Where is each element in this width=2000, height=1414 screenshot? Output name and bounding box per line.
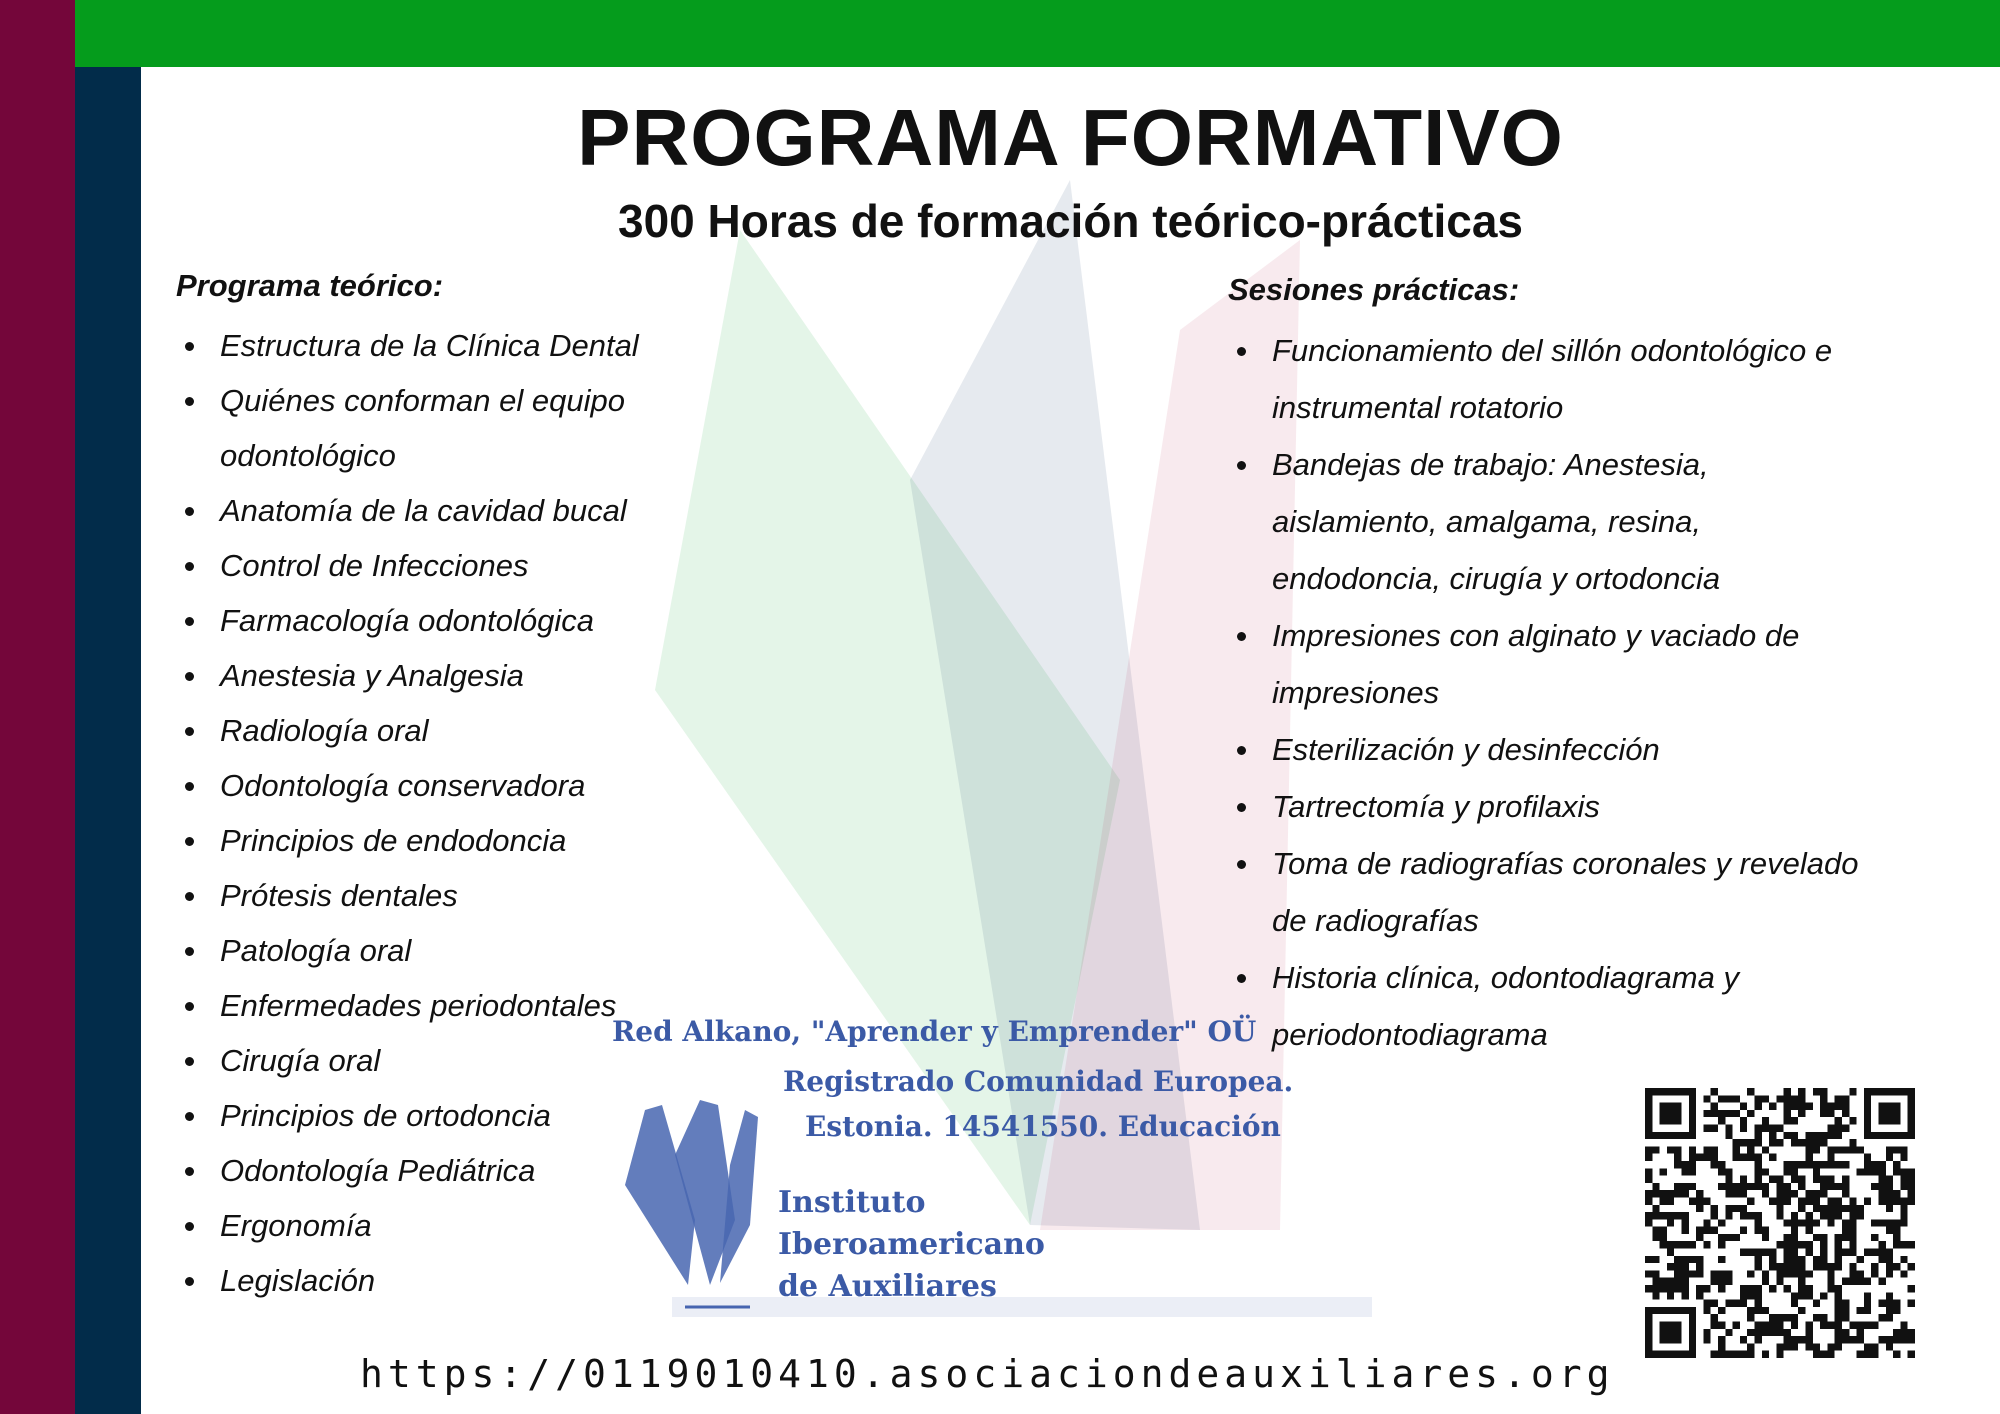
qr-code-icon[interactable] — [1645, 1088, 1915, 1358]
list-item: Quiénes conforman el equipo odontológico — [176, 373, 736, 483]
list-item: Enfermedades periodontales — [176, 978, 736, 1033]
list-item: Prótesis dentales — [176, 868, 736, 923]
stamp-name-2: Iberoamericano — [778, 1227, 1045, 1262]
stamp-line-1: Red Alkano, "Aprender y Emprender" OÜ — [612, 1015, 1257, 1048]
list-item: Radiología oral — [176, 703, 736, 758]
website-url[interactable]: https://0119010410.asociaciondeauxiliares.org — [360, 1352, 1615, 1396]
list-item: Farmacología odontológica — [176, 593, 736, 648]
list-item: Odontología Pediátrica — [176, 1143, 736, 1198]
list-item: Esterilización y desinfección — [1228, 721, 1868, 778]
list-item: Odontología conservadora — [176, 758, 736, 813]
list-item: Anestesia y Analgesia — [176, 648, 736, 703]
practice-heading: Sesiones prácticas: — [1228, 272, 1520, 307]
stamp-line-2: Registrado Comunidad Europea. — [783, 1065, 1294, 1098]
list-item: Toma de radiografías coronales y revelado de radiografías — [1228, 835, 1868, 949]
list-item: Ergonomía — [176, 1198, 736, 1253]
list-item: Cirugía oral — [176, 1033, 736, 1088]
stamp-line-3: Estonia. 14541550. Educación — [805, 1110, 1281, 1143]
list-item: Anatomía de la cavidad bucal — [176, 483, 736, 538]
list-item: Principios de ortodoncia — [176, 1088, 736, 1143]
list-item: Tartrectomía y profilaxis — [1228, 778, 1868, 835]
list-item: Principios de endodoncia — [176, 813, 736, 868]
page-title: PROGRAMA FORMATIVO — [577, 93, 1564, 182]
institution-stamp — [600, 1005, 1380, 1325]
list-item: Bandejas de trabajo: Anestesia, aislamiento, amalgama, resina, endodoncia, cirugía y ortodoncia — [1228, 436, 1868, 607]
stamp-name-3: de Auxiliares — [778, 1269, 997, 1304]
page-subtitle: 300 Horas de formación teórico-prácticas — [618, 195, 1523, 247]
list-item: Impresiones con alginato y vaciado de impresiones — [1228, 607, 1868, 721]
list-item: Historia clínica, odontodiagrama y periodontodiagrama — [1228, 949, 1868, 1063]
stamp-name-1: Instituto — [778, 1185, 926, 1220]
list-item: Patología oral — [176, 923, 736, 978]
list-item: Legislación — [176, 1253, 736, 1308]
list-item: Control de Infecciones — [176, 538, 736, 593]
list-item: Funcionamiento del sillón odontológico e instrumental rotatorio — [1228, 322, 1868, 436]
list-item: Estructura de la Clínica Dental — [176, 318, 736, 373]
theory-heading: Programa teórico: — [176, 268, 444, 303]
practice-list — [1228, 322, 1868, 1063]
